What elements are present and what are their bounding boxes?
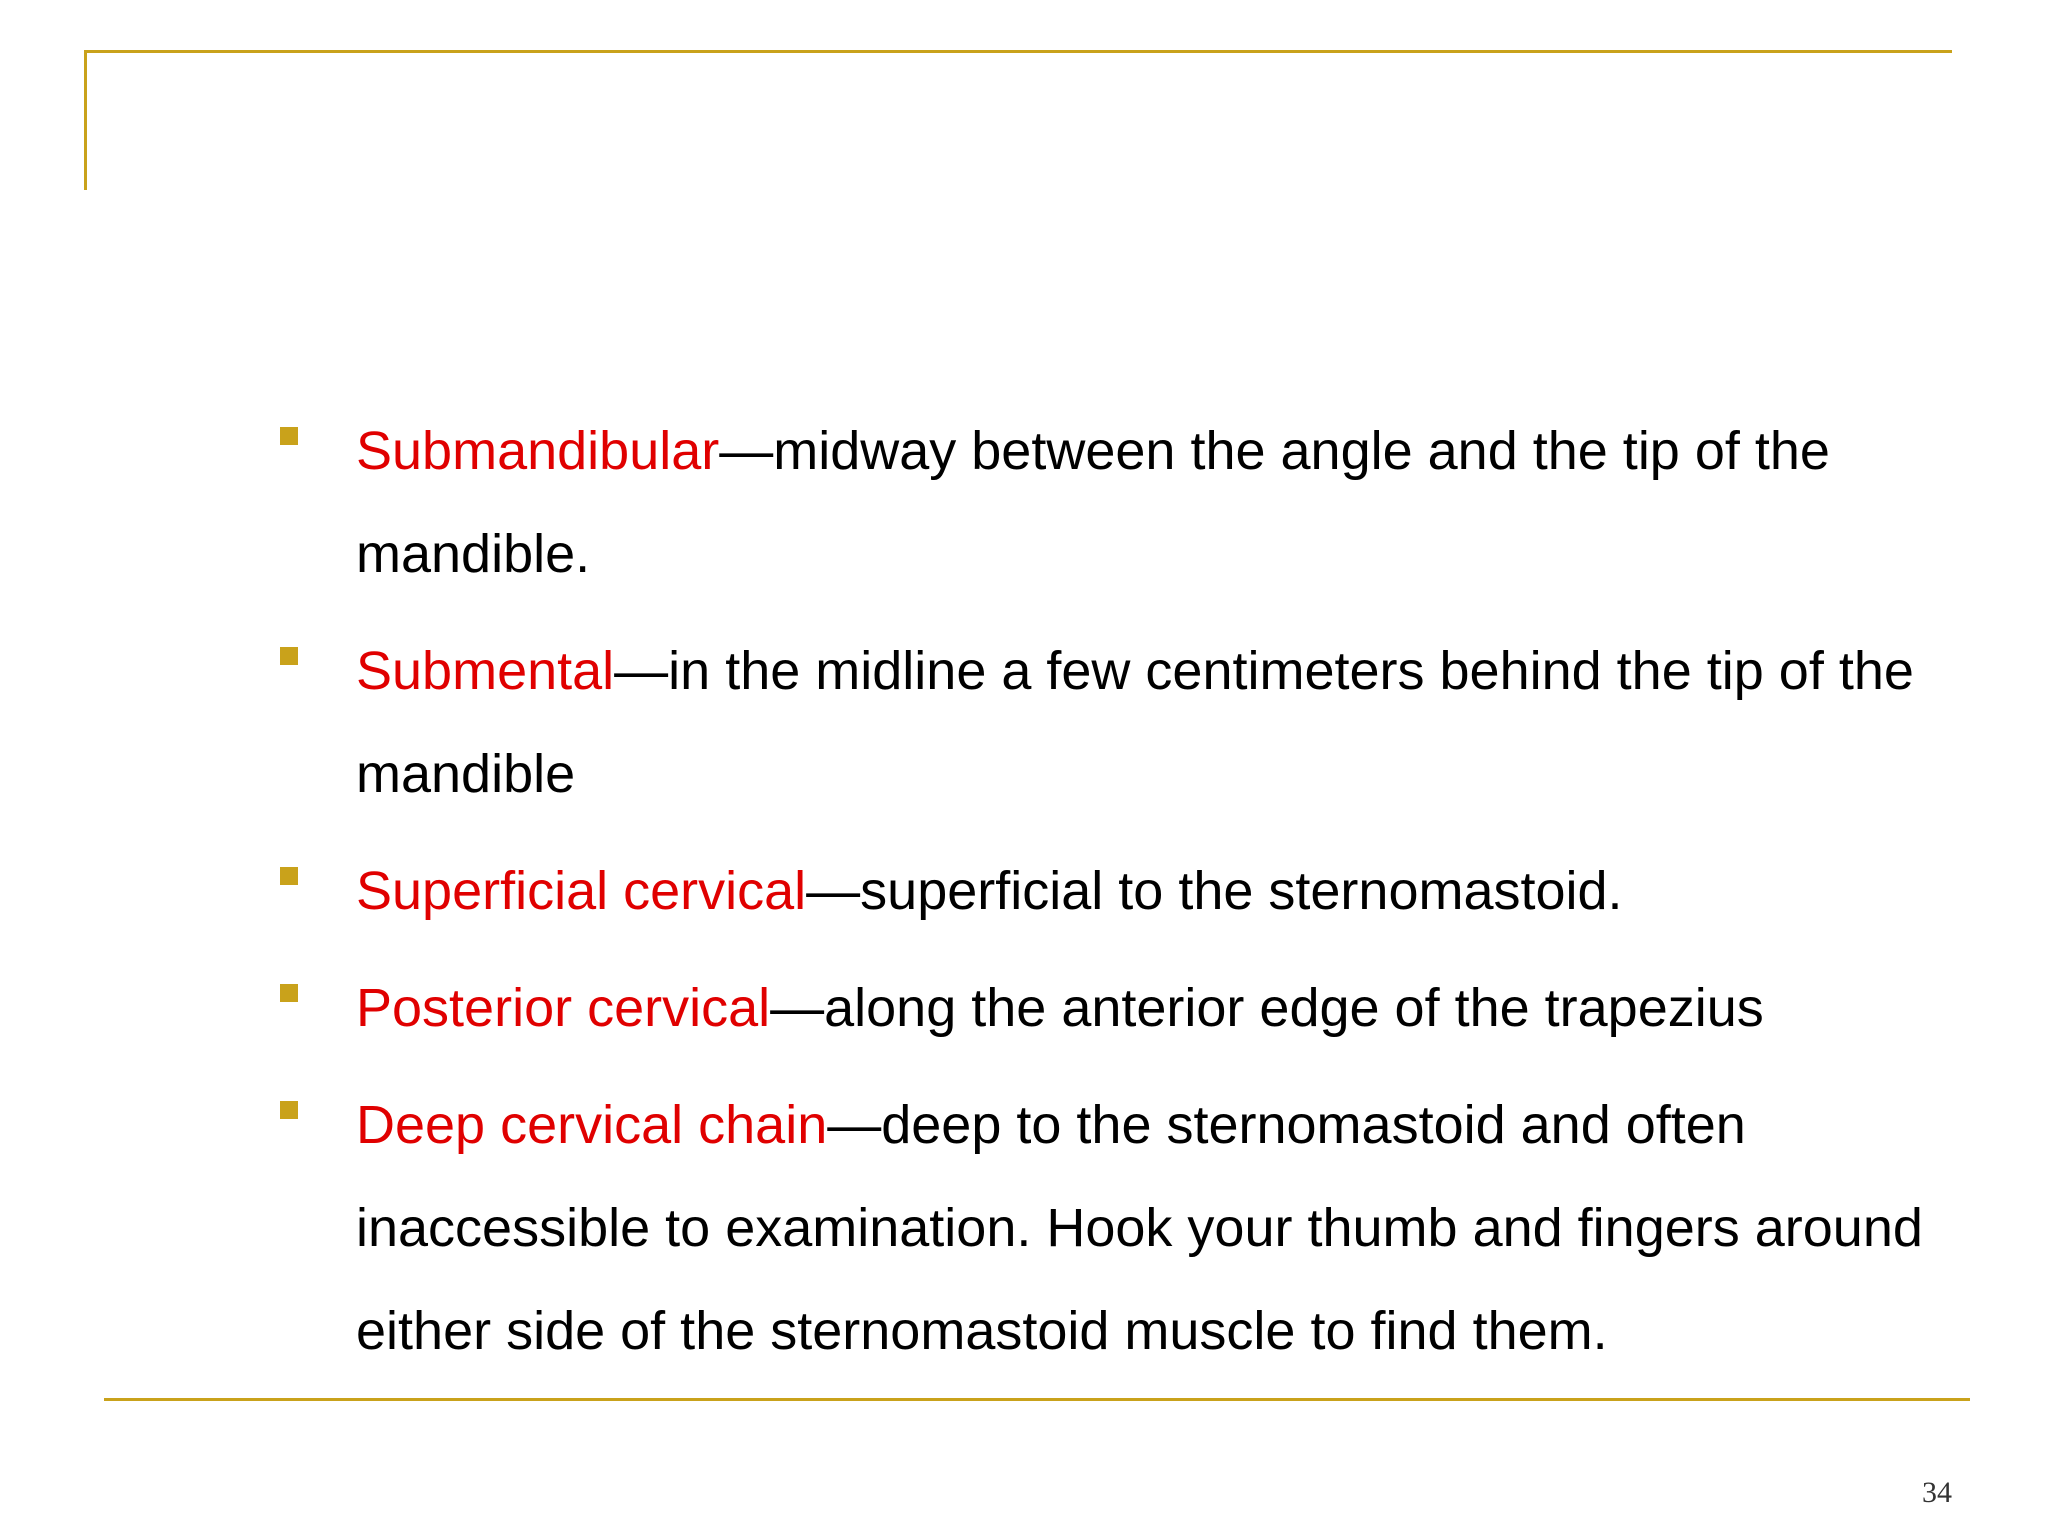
- bullet-description: —superficial to the sternomastoid.: [806, 861, 1623, 921]
- bullet-term: Posterior cervical: [356, 978, 771, 1038]
- bullet-term: Submental: [356, 641, 615, 701]
- frame-left-rule: [84, 50, 87, 190]
- frame-top-rule: [84, 50, 1952, 53]
- square-bullet-icon: [280, 984, 298, 1002]
- bullet-deep-cervical-chain: [280, 1074, 1940, 1383]
- bullet-submandibular: [280, 400, 1940, 606]
- bullet-posterior-cervical: [280, 957, 1940, 1060]
- bullet-list: [280, 400, 1940, 1397]
- frame-bottom-rule: [104, 1398, 1970, 1401]
- bullet-term: Superficial cervical: [356, 861, 807, 921]
- bullet-description: —along the anterior edge of the trapezius: [770, 978, 1764, 1038]
- bullet-superficial-cervical: [280, 840, 1940, 943]
- square-bullet-icon: [280, 1101, 298, 1119]
- square-bullet-icon: [280, 867, 298, 885]
- bullet-submental: [280, 620, 1940, 826]
- bullet-description: —in the midline a few centimeters behind the tip of the mandible: [356, 641, 1914, 804]
- bullet-description: —midway between the angle and the tip of the mandible.: [356, 421, 1830, 584]
- bullet-term: Submandibular: [356, 421, 720, 481]
- page-number: 34: [1922, 1476, 1952, 1509]
- bullet-term: Deep cervical chain: [356, 1095, 828, 1155]
- bullet-description: —deep to the sternomastoid and often inaccessible to examination. Hook your thumb and fingers around either side of the sternomastoid muscle to find them.: [356, 1095, 1923, 1361]
- square-bullet-icon: [280, 647, 298, 665]
- square-bullet-icon: [280, 427, 298, 445]
